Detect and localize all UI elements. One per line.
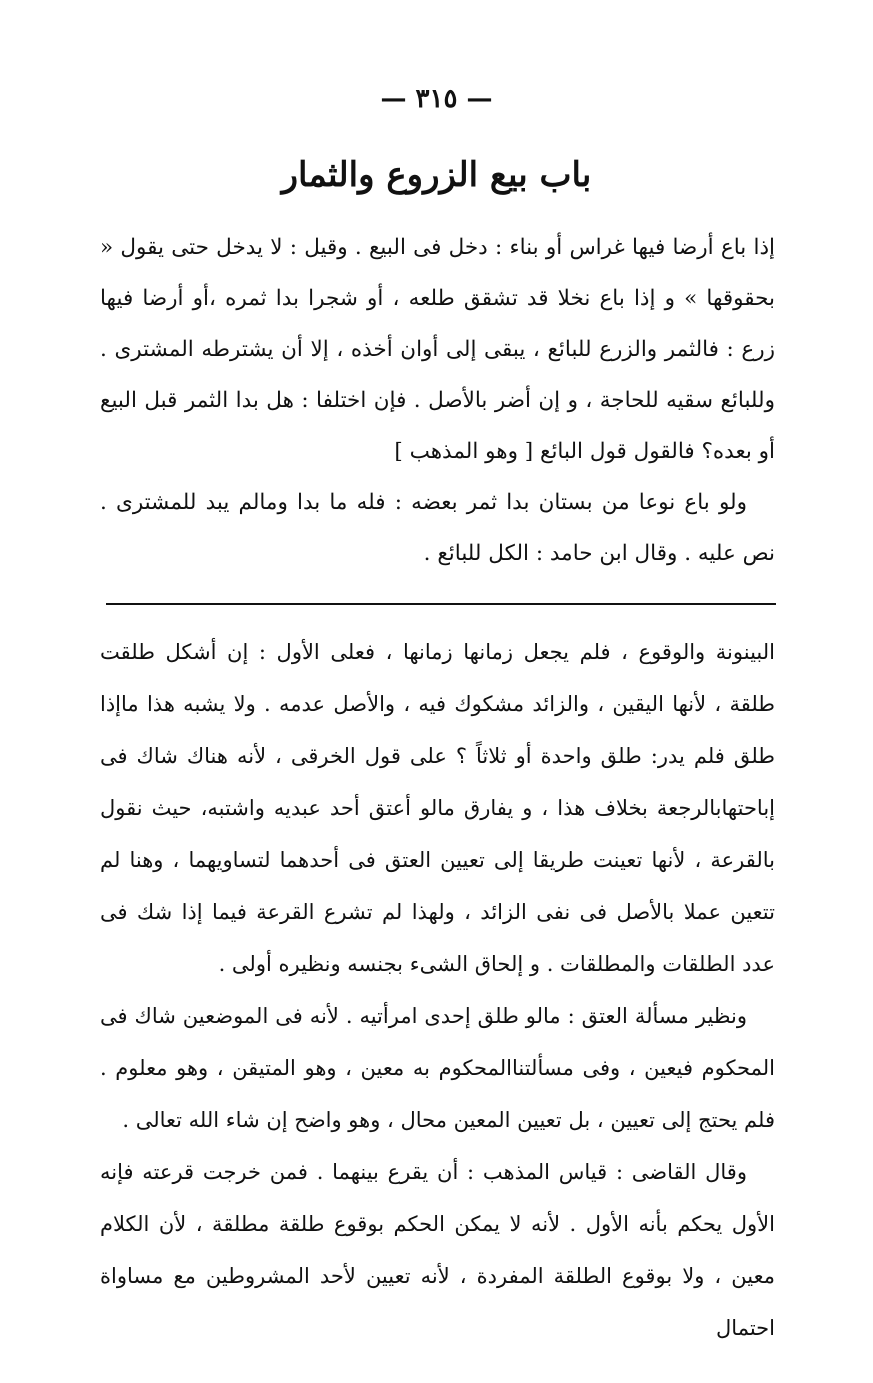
footnote-paragraph: ونظير مسألة العتق : مالو طلق إحدى امرأتيه . لأنه فى الموضعين شاك فى المحكوم فيعين ، وفى مسألتناالمحكوم به معين ، وهو المتيقن ، وهو معلوم . فلم يحتج إلى تعيين ، بل تعيين المعين محال ، وهو واضح إن شاء الله تعالى .	[100, 1004, 775, 1132]
footnote-paragraph: البينونة والوقوع ، فلم يجعل زمانها زمانها ، فعلى الأول : إن أشكل طلقت طلقة ، لأنها اليقين ، والزائد مشكوك فيه ، والأصل عدمه . ولا يشبه هذا ماإذا طلق فلم يدر: طلق واحدة أو ثلاثاً ؟ على قول الخرقى ، لأنه هناك شاك فى إباحتهابالرجعة بخلاف هذا ، و يفارق مالو أعتق أحد عبديه واشتبه، حيث نقول بالقرعة ، لأنها تعينت طريقا إلى تعيين العتق فى أحدهما لتساويهما ، وهنا لم تتعين عملا بالأصل فى نفى الزائد ، ولهذا لم تشرع القرعة فيما إذا شك فى عدد الطلقات والمطلقات . و إلحاق الشىء بجنسه ونظيره أولى .	[100, 640, 775, 976]
main-paragraph: إذا باع أرضا فيها غراس أو بناء : دخل فى البيع . وقيل : لا يدخل حتى يقول « بحقوقها » و إذا باع نخلا قد تشقق طلعه ، أو شجرا بدا ثمره ،أو أرضا فيها زرع : فالثمر والزرع للبائع ، يبقى إلى أوان أخذه ، إلا أن يشترطه المشترى . وللبائع سقيه للحاجة ، و إن أضر بالأصل . فإن اختلفا : هل بدا الثمر قبل البيع أو بعده؟ فالقول قول البائع [ وهو المذهب ]	[100, 235, 775, 464]
footnote-paragraph: وقال القاضى : قياس المذهب : أن يقرع بينهما . فمن خرجت قرعته فإنه الأول يحكم بأنه الأول . لأنه لا يمكن الحكم بوقوع طلقة مطلقة ، لأن الكلام معين ، ولا بوقوع الطلقة المفردة ، لأنه تعيين لأحد المشروطين مع مساواة احتمال	[100, 1160, 775, 1340]
page-number: — ٣١٥ —	[380, 84, 493, 114]
footnote-divider	[106, 603, 776, 605]
footnotes	[100, 626, 775, 1354]
chapter-title: باب بيع الزروع والثمار	[281, 155, 592, 195]
main-text	[100, 222, 775, 579]
main-paragraph: ولو باع نوعا من بستان بدا ثمر بعضه : فله ما بدا ومالم يبد للمشترى . نص عليه . وقال ابن حامد : الكل للبائع .	[100, 490, 775, 566]
